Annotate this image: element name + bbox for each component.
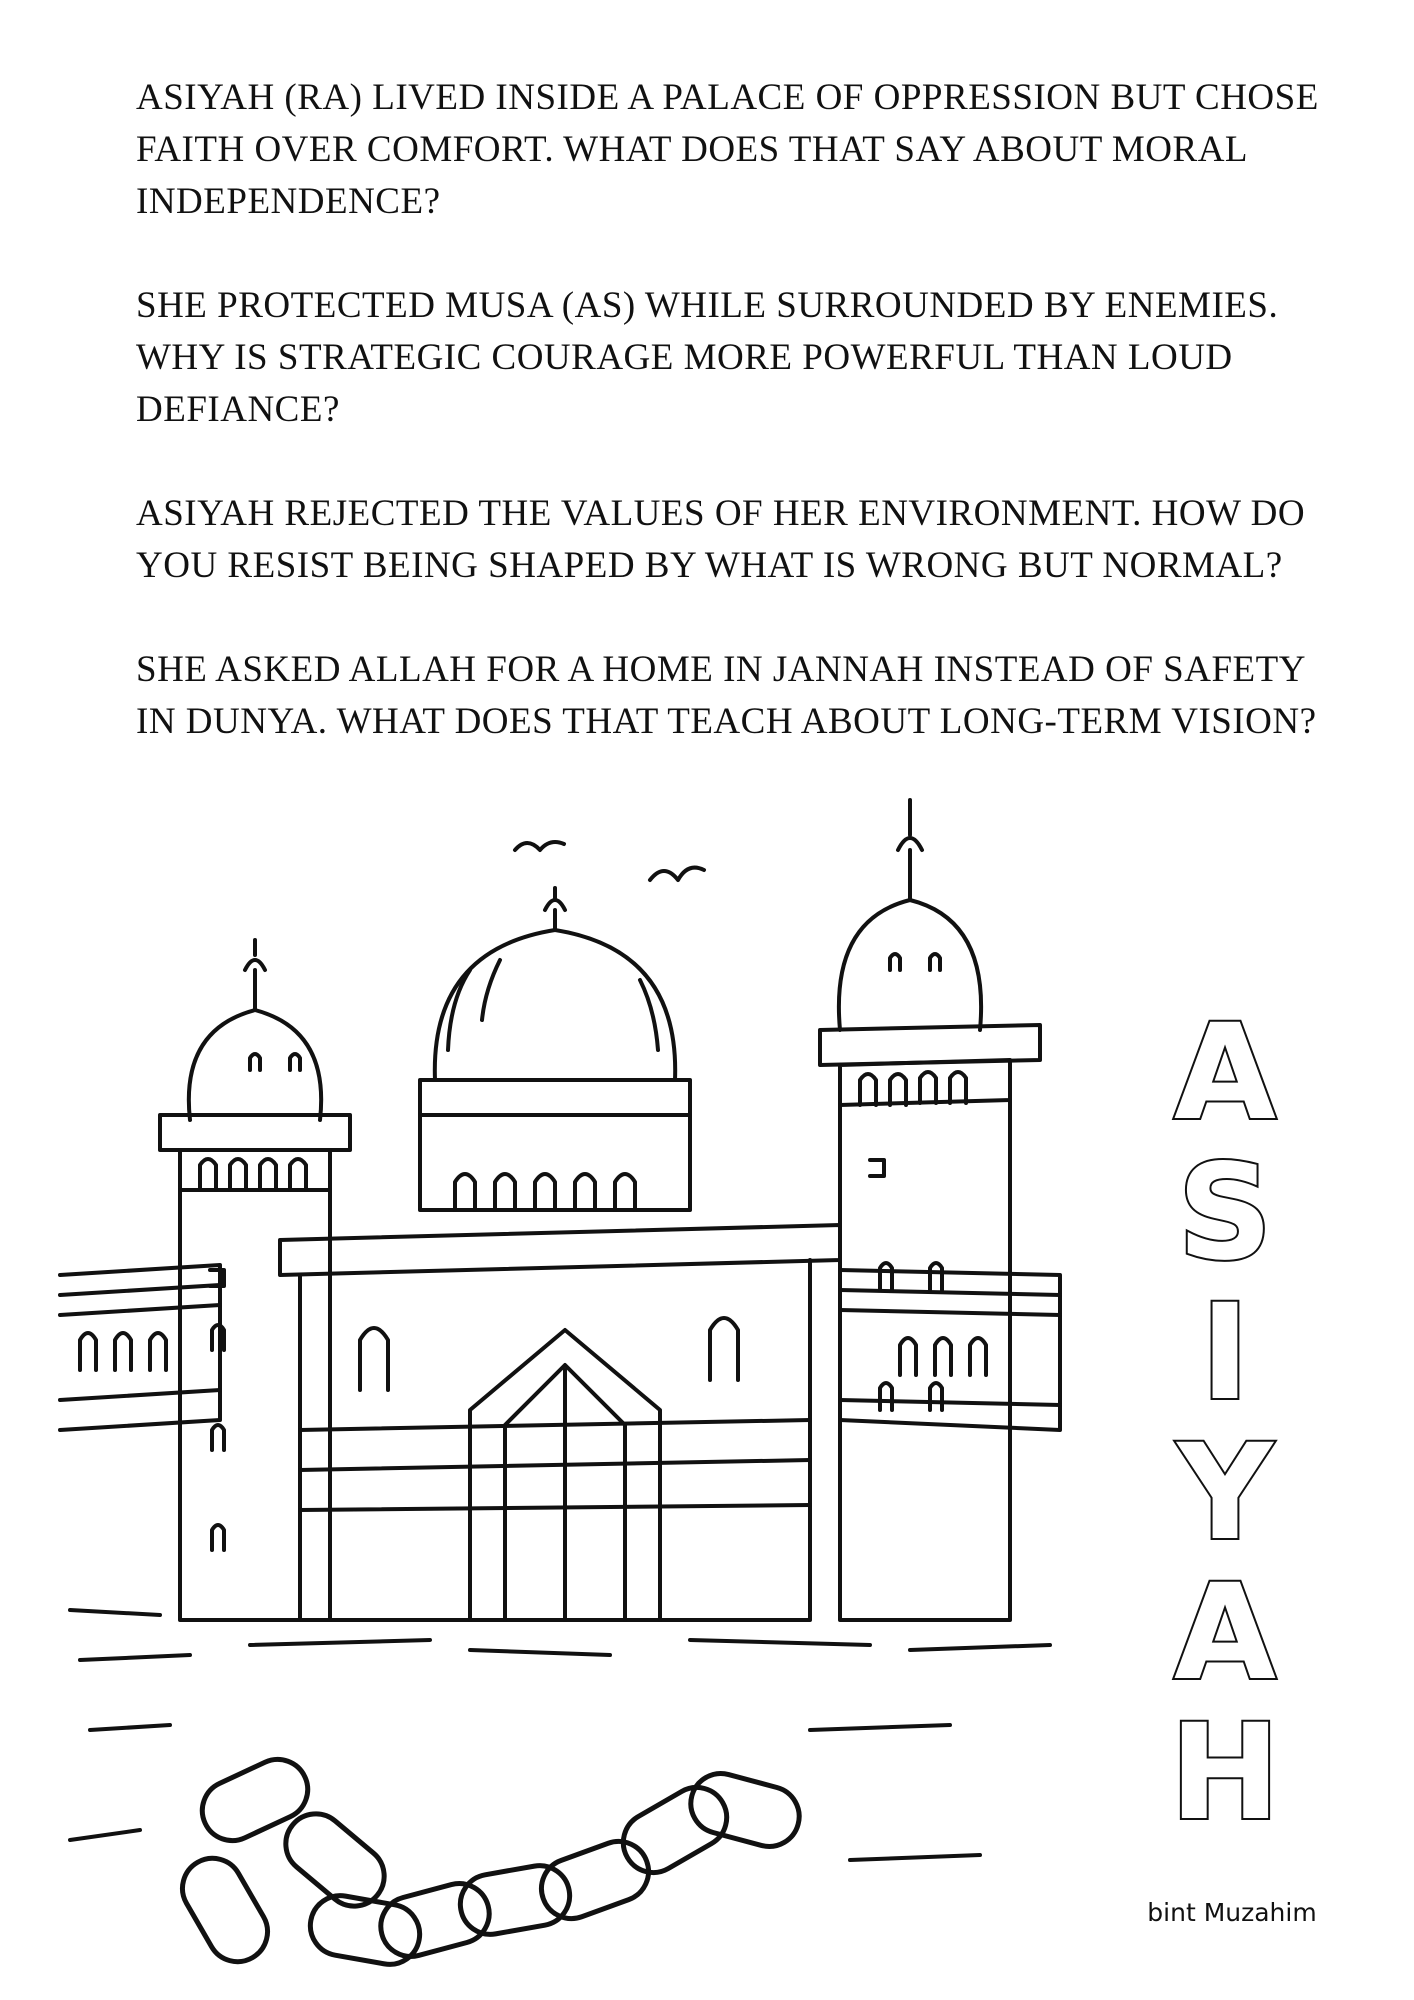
reflection-questions — [136, 72, 1336, 800]
title-block — [1160, 996, 1290, 1860]
palace-with-broken-chain-icon — [50, 770, 1110, 1970]
question-2: SHE PROTECTED MUSA (AS) WHILE SURROUNDED BY ENEMIES. WHY IS STRATEGIC COURAGE MORE POWERFUL THAN LOUD DEFIANCE? — [136, 285, 1279, 430]
title-letter-s: S — [1177, 1136, 1273, 1290]
title-letter-a: A — [1173, 996, 1277, 1150]
question-3: ASIYAH REJECTED THE VALUES OF HER ENVIRONMENT. HOW DO YOU RESIST BEING SHAPED BY WHAT IS WRONG BUT NORMAL? — [136, 493, 1306, 586]
title-letter-y: Y — [1177, 1416, 1273, 1570]
question-4: SHE ASKED ALLAH FOR A HOME IN JANNAH INSTEAD OF SAFETY IN DUNYA. WHAT DOES THAT TEACH ABOUT LONG-TERM VISION? — [136, 649, 1317, 742]
title-letter-i: I — [1200, 1276, 1250, 1430]
title-letter-h: H — [1169, 1696, 1281, 1850]
title-letter-a-2: A — [1173, 1556, 1277, 1710]
subtitle: bint Muzahim — [1147, 1898, 1317, 1927]
question-1: ASIYAH (RA) LIVED INSIDE A PALACE OF OPPRESSION BUT CHOSE FAITH OVER COMFORT. WHAT DOES THAT SAY ABOUT MORAL INDEPENDENCE? — [136, 77, 1319, 222]
